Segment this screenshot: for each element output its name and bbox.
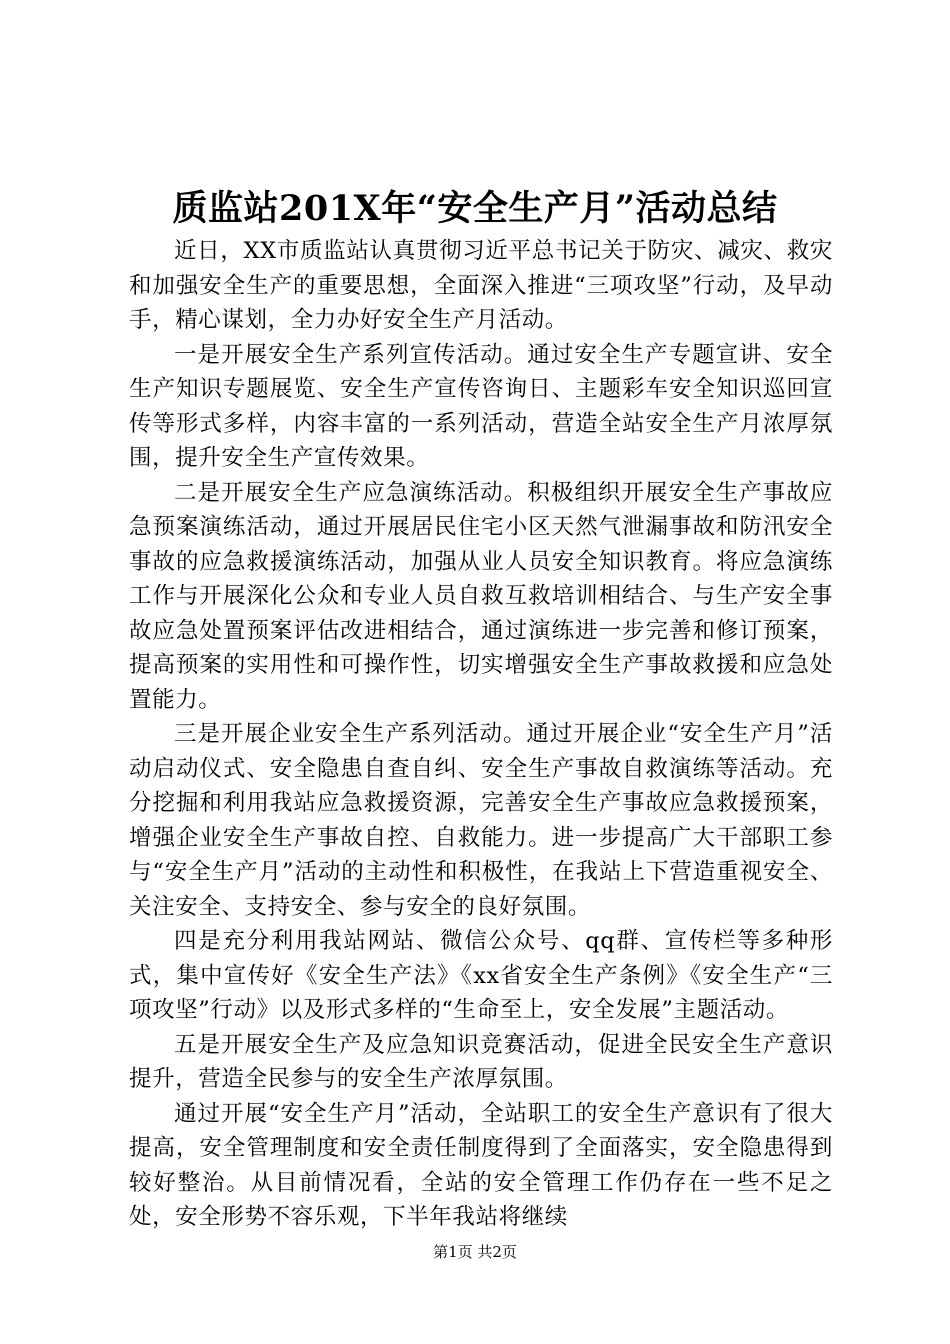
paragraph-summary: 通过开展“安全生产月”活动，全站职工的安全生产意识有了很大提高，安全管理制度和安全责任制度得到了全面落实，安全隐患得到较好整治。从目前情况看，全站的安全管理工作仍存在一些不足之处，安全形势不容乐观，下半年我站将继续 — [129, 1100, 833, 1230]
paragraph-item-3: 三是开展企业安全生产系列活动。通过开展企业“安全生产月”活动启动仪式、安全隐患自查自纠、安全生产事故自救演练等活动。充分挖掘和利用我站应急救援资源，完善安全生产事故应急救援预案，增强企业安全生产事故自控、自救能力。进一步提高广大干部职工参与“安全生产月”活动的主动性和积极性，在我站上下营造重视安全、关注安全、支持安全、参与安全的良好氛围。 — [129, 721, 833, 920]
paragraph-intro: 近日，XX市质监站认真贯彻习近平总书记关于防灾、减灾、救灾和加强安全生产的重要思想，全面深入推进“三项攻坚”行动，及早动手，精心谋划，全力办好安全生产月活动。 — [129, 238, 833, 333]
paragraph-item-2: 二是开展安全生产应急演练活动。积极组织开展安全生产事故应急预案演练活动，通过开展居民住宅小区天然气泄漏事故和防汛安全事故的应急救援演练活动，加强从业人员安全知识教育。将应急演练工作与开展深化公众和专业人员自救互救培训相结合、与生产安全事故应急处置预案评估改进相结合，通过演练进一步完善和修订预案，提高预案的实用性和可操作性，切实增强安全生产事故救援和应急处置能力。 — [129, 479, 833, 713]
page-footer: 第1页 共2页 — [433, 1243, 517, 1261]
document-title: 质监站201X年“安全生产月”活动总结 — [172, 188, 778, 229]
document-body — [129, 234, 833, 1235]
paragraph-item-5: 五是开展安全生产及应急知识竞赛活动，促进全民安全生产意识提升，营造全民参与的安全生产浓厚氛围。 — [129, 1031, 833, 1092]
paragraph-item-1: 一是开展安全生产系列宣传活动。通过安全生产专题宣讲、安全生产知识专题展览、安全生产宣传咨询日、主题彩车安全知识巡回宣传等形式多样，内容丰富的一系列活动，营造全站安全生产月浓厚氛围，提升安全生产宣传效果。 — [129, 341, 833, 471]
paragraph-item-4: 四是充分利用我站网站、微信公众号、qq群、宣传栏等多种形式，集中宣传好《安全生产法》《xx省安全生产条例》《安全生产“三项攻坚”行动》以及形式多样的“生命至上，安全发展”主题活动。 — [129, 928, 833, 1023]
